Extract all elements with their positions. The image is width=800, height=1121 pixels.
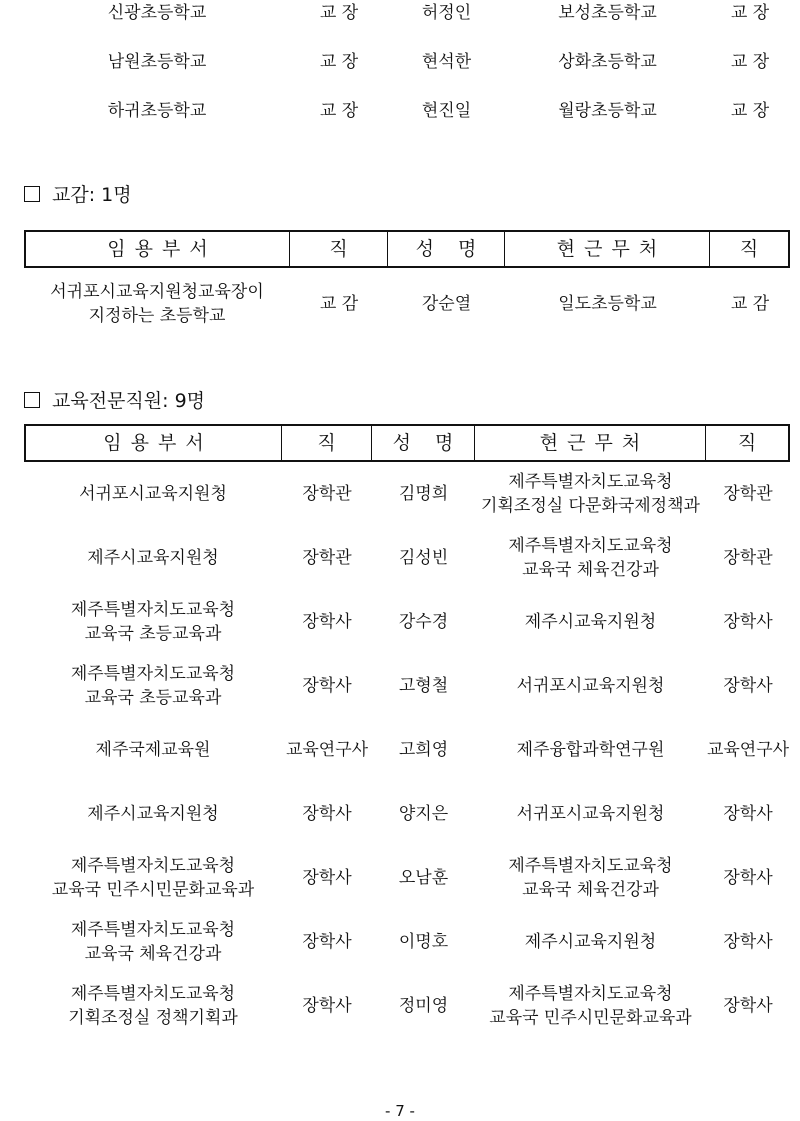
current-org-cell: 상화초등학교	[558, 51, 657, 72]
header-current: 현근무처	[475, 424, 706, 462]
section-title-vice-principal: 교감: 1명	[24, 180, 132, 207]
specialists-table	[24, 424, 790, 1038]
header-dept: 임용부서	[24, 230, 290, 268]
dept-cell: 제주시교육지원청	[87, 804, 219, 824]
dept-cell: 제주특별자치도교육청 교육국 초등교육과	[70, 664, 236, 708]
current-position-cell: 장학사	[723, 804, 773, 824]
header-cur-pos: 직	[710, 230, 790, 268]
current-org-cell: 제주특별자치도교육청 교육국 민주시민문화교육과	[489, 984, 692, 1028]
current-org-cell: 제주시교육지원청	[524, 612, 657, 632]
current-org-cell: 보성초등학교	[558, 2, 657, 23]
header-pos: 직	[282, 424, 372, 462]
page-number: - 7 -	[385, 1102, 415, 1120]
position-cell: 장학관	[302, 548, 352, 568]
current-position-cell: 교 장	[730, 51, 770, 72]
name-cell: 김명희	[398, 484, 449, 504]
header-current: 현근무처	[505, 230, 710, 268]
current-position-cell: 교 감	[730, 294, 770, 314]
current-position-cell: 교 장	[730, 2, 770, 23]
position-cell: 교 장	[319, 51, 359, 72]
checkbox-square-icon	[24, 392, 40, 408]
current-position-cell: 교육연구사	[706, 740, 790, 760]
current-org-cell: 서귀포시교육지원청	[516, 804, 665, 824]
current-org-cell: 제주특별자치도교육청 교육국 체육건강과	[508, 856, 673, 900]
dept-cell: 제주특별자치도교육청 교육국 체육건강과	[70, 920, 236, 964]
name-cell: 양지은	[398, 804, 449, 824]
dept-cell: 제주특별자치도교육청 기획조정실 정책기획과	[68, 984, 238, 1028]
name-cell: 고희영	[398, 740, 449, 760]
current-position-cell: 교 장	[730, 100, 770, 121]
vice-principal-table	[24, 230, 790, 340]
position-cell: 장학사	[302, 804, 352, 824]
name-cell: 김성빈	[398, 548, 449, 568]
current-position-cell: 장학관	[723, 484, 773, 504]
position-cell: 장학사	[302, 676, 352, 696]
dept-cell: 제주특별자치도교육청 교육국 민주시민문화교육과	[51, 856, 255, 900]
name-cell: 이명호	[398, 932, 449, 952]
dept-cell: 하귀초등학교	[107, 100, 207, 121]
dept-cell: 제주시교육지원청	[87, 548, 219, 568]
name-cell: 정미영	[398, 996, 449, 1016]
header-name: 성 명	[372, 424, 475, 462]
current-org-cell: 제주융합과학연구원	[516, 740, 665, 760]
current-position-cell: 장학사	[723, 676, 773, 696]
position-cell: 장학사	[302, 996, 352, 1016]
dept-cell: 제주특별자치도교육청 교육국 초등교육과	[70, 600, 236, 644]
dept-cell: 서귀포시교육지원청교육장이 지정하는 초등학교	[50, 282, 264, 326]
name-cell: 강순열	[421, 294, 472, 314]
name-cell: 현진일	[421, 100, 472, 121]
name-cell: 고형철	[398, 676, 449, 696]
position-cell: 교 감	[319, 294, 359, 314]
current-position-cell: 장학사	[723, 612, 773, 632]
header-cur-pos: 직	[706, 424, 790, 462]
header-dept: 임용부서	[24, 424, 282, 462]
current-position-cell: 장학사	[723, 868, 773, 888]
dept-cell: 신광초등학교	[107, 2, 207, 23]
dept-cell: 남원초등학교	[107, 51, 207, 72]
position-cell: 교육연구사	[285, 740, 369, 760]
name-cell: 현석한	[421, 51, 472, 72]
continuation-table	[24, 0, 790, 135]
current-position-cell: 장학관	[723, 548, 773, 568]
position-cell: 장학사	[302, 612, 352, 632]
position-cell: 장학사	[302, 932, 352, 952]
position-cell: 장학관	[302, 484, 352, 504]
current-org-cell: 일도초등학교	[558, 294, 657, 314]
section-title-specialists: 교육전문직원: 9명	[24, 386, 205, 413]
current-org-cell: 제주시교육지원청	[524, 932, 657, 952]
position-cell: 교 장	[319, 2, 359, 23]
dept-cell: 서귀포시교육지원청	[79, 484, 227, 504]
checkbox-square-icon	[24, 186, 40, 202]
current-org-cell: 서귀포시교육지원청	[516, 676, 665, 696]
current-position-cell: 장학사	[723, 932, 773, 952]
name-cell: 허정인	[421, 2, 472, 23]
position-cell: 장학사	[302, 868, 352, 888]
current-position-cell: 장학사	[723, 996, 773, 1016]
name-cell: 오남훈	[398, 868, 449, 888]
current-org-cell: 제주특별자치도교육청 교육국 체육건강과	[508, 536, 673, 580]
dept-cell: 제주국제교육원	[95, 740, 211, 760]
current-org-cell: 제주특별자치도교육청 기획조정실 다문화국제정책과	[481, 472, 700, 516]
header-pos: 직	[290, 230, 388, 268]
header-name: 성 명	[388, 230, 505, 268]
current-org-cell: 월랑초등학교	[558, 100, 657, 121]
position-cell: 교 장	[319, 100, 359, 121]
name-cell: 강수경	[398, 612, 449, 632]
